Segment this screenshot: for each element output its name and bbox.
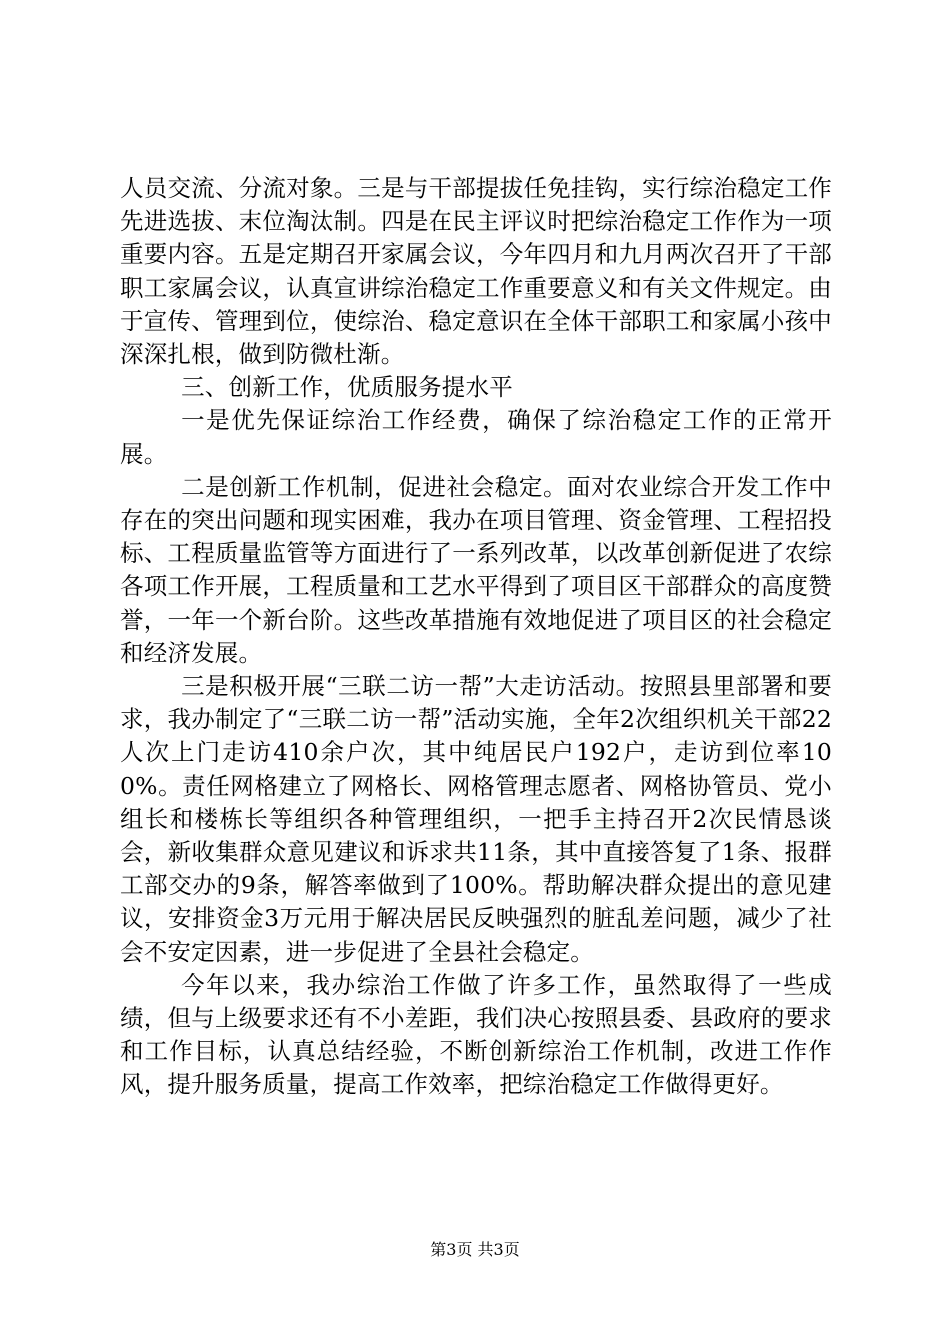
paragraph-funding: 一是优先保证综治工作经费，确保了综治稳定工作的正常开展。 [120, 406, 832, 468]
paragraph-mechanism: 二是创新工作机制，促进社会稳定。面对农业综合开发工作中存在的突出问题和现实困难，我办在项目管理、资金管理、工程招投标、工程质量监管等方面进行了一系列改革，以改革创新促进了农综各项工作开展，工程质量和工艺水平得到了项目区干部群众的高度赞誉，一年一个新台阶。这些改革措施有效地促进了项目区的社会稳定和经济发展。 [120, 472, 832, 667]
document-body [120, 172, 832, 1102]
paragraph-conclusion: 今年以来，我办综治工作做了许多工作，虽然取得了一些成绩，但与上级要求还有不小差距，我们决心按照县委、县政府的要求和工作目标，认真总结经验，不断创新综治工作机制，改进工作作风，提升服务质量，提高工作效率，把综治稳定工作做得更好。 [120, 970, 832, 1099]
page-number: 第3页 共3页 [430, 1240, 520, 1259]
section-heading: 三、创新工作，优质服务提水平 [181, 373, 513, 402]
paragraph-continuation: 人员交流、分流对象。三是与干部提拔任免挂钩，实行综治稳定工作先进选拔、末位淘汰制。四是在民主评议时把综治稳定工作作为一项重要内容。五是定期召开家属会议，今年四月和九月两次召开了干部职工家属会议，认真宣讲综治稳定工作重要意义和有关文件规定。由于宣传、管理到位，使综治、稳定意识在全体干部职工和家属小孩中深深扎根，做到防微杜渐。 [120, 174, 832, 369]
paragraph-visits: 三是积极开展“三联二访一帮”大走访活动。按照县里部署和要求，我办制定了“三联二访一帮”活动实施，全年2次组织机关干部22人次上门走访410余户次，其中纯居民户192户，走访到位率100%。责任网格建立了网格长、网格管理志愿者、网格协管员、党小组长和楼栋长等组织各种管理组织，一把手主持召开2次民情恳谈会，新收集群众意见建议和诉求共11条，其中直接答复了1条、报群工部交办的9条，解答率做到了100%。帮助解决群众提出的意见建议，安排资金3万元用于解决居民反映强烈的脏乱差问题，减少了社会不安定因素，进一步促进了全县社会稳定。 [120, 672, 832, 966]
